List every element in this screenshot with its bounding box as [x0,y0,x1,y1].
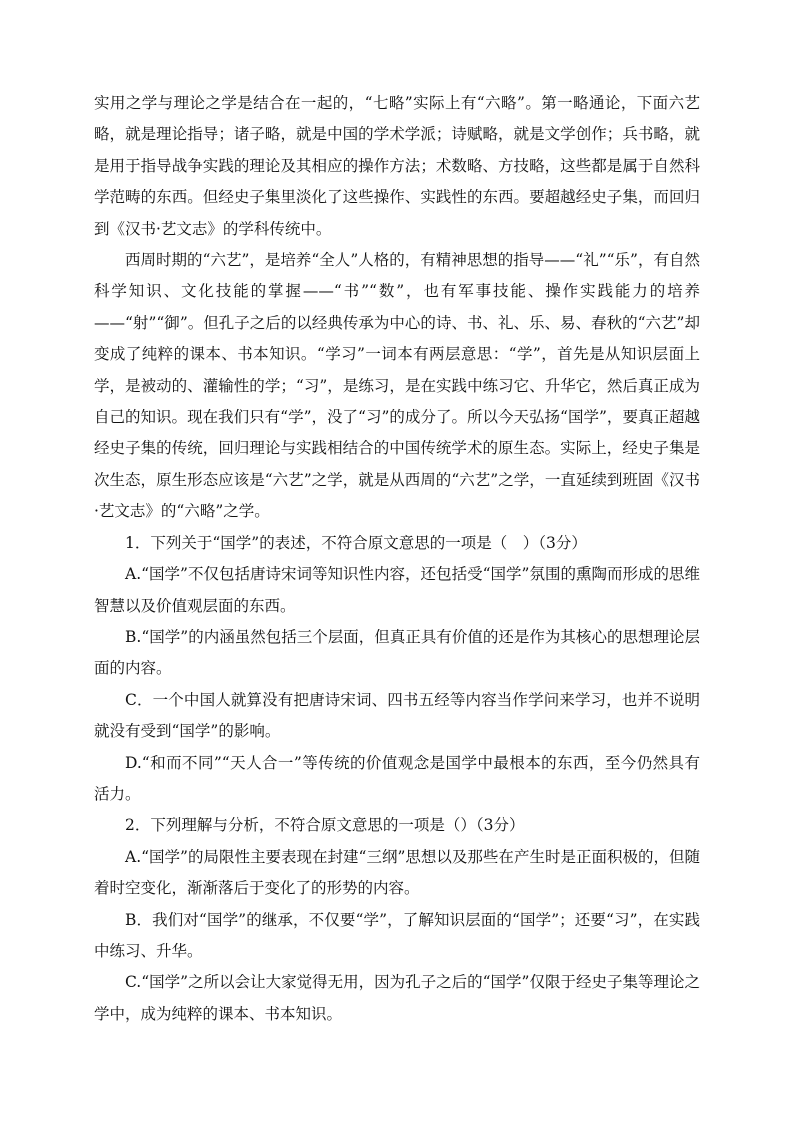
question-1-option-b: B.“国学”的内涵虽然包括三个层面，但真正具有价值的还是作为其核心的思想理论层面的内容。 [94,627,700,678]
question-1-stem: 1．下列关于“国学”的表述，不符合原文意思的一项是（ ）（3分） [125,533,587,552]
question-1-option-c: C．一个中国人就算没有把唐诗宋词、四书五经等内容当作学问来学习，也并不说明就没有受到“国学”的影响。 [94,690,700,741]
document-page [94,88,700,1030]
paragraph-liuyi: 西周时期的“六艺”，是培养“全人”人格的，有精神思想的指导——“礼”“乐”，有自然科学知识、文化技能的掌握——“书”“数”，也有军事技能、操作实践能力的培养——“射”“御”。但孔子之后的以经典传承为中心的诗、书、礼、乐、易、春秋的“六艺”却变成了纯粹的课本、书本知识。“学习”一词本有两层意思：“学”，首先是从知识层面上学，是被动的、灌输性的学；“习”，是练习，是在实践中练习它、升华它，然后真正成为自己的知识。现在我们只有“学”，没了“习”的成分了。所以今天弘扬“国学”，要真正超越经史子集的传统，回归理论与实践相结合的中国传统学术的原生态。实际上，经史子集是次生态，原生形态应该是“六艺”之学，就是从西周的“六艺”之学，一直延续到班固《汉书·艺文志》的“六略”之学。 [94,251,700,521]
question-2-option-a: A.“国学”的局限性主要表现在封建“三纲”思想以及那些在产生时是正面积极的，但随着时空变化，渐渐落后于变化了的形势的内容。 [94,847,700,898]
paragraph-continuation: 实用之学与理论之学是结合在一起的，“七略”实际上有“六略”。第一略通论，下面六艺略，就是理论指导；诸子略，就是中国的学术学派；诗赋略，就是文学创作；兵书略，就是用于指导战争实践的理论及其相应的操作方法；术数略、方技略，这些都是属于自然科学范畴的东西。但经史子集里淡化了这些操作、实践性的东西。要超越经史子集，而回归到《汉书·艺文志》的学科传统中。 [94,94,700,238]
question-2-option-b: B．我们对“国学”的继承，不仅要“学”，了解知识层面的“国学”；还要“习”，在实践中练习、升华。 [94,910,700,960]
question-2-option-c: C.“国学”之所以会让大家觉得无用，因为孔子之后的“国学”仅限于经史子集等理论之学中，成为纯粹的课本、书本知识。 [94,973,700,1023]
question-1-option-d: D.“和而不同”“天人合一”等传统的价值观念是国学中最根本的东西，至今仍然具有活力。 [94,753,700,803]
question-2-stem: 2．下列理解与分析，不符合原文意思的一项是（）（3分） [125,816,525,835]
question-1-option-a: A.“国学”不仅包括唐诗宋词等知识性内容，还包括受“国学”氛围的熏陶而形成的思维智慧以及价值观层面的东西。 [94,565,700,615]
